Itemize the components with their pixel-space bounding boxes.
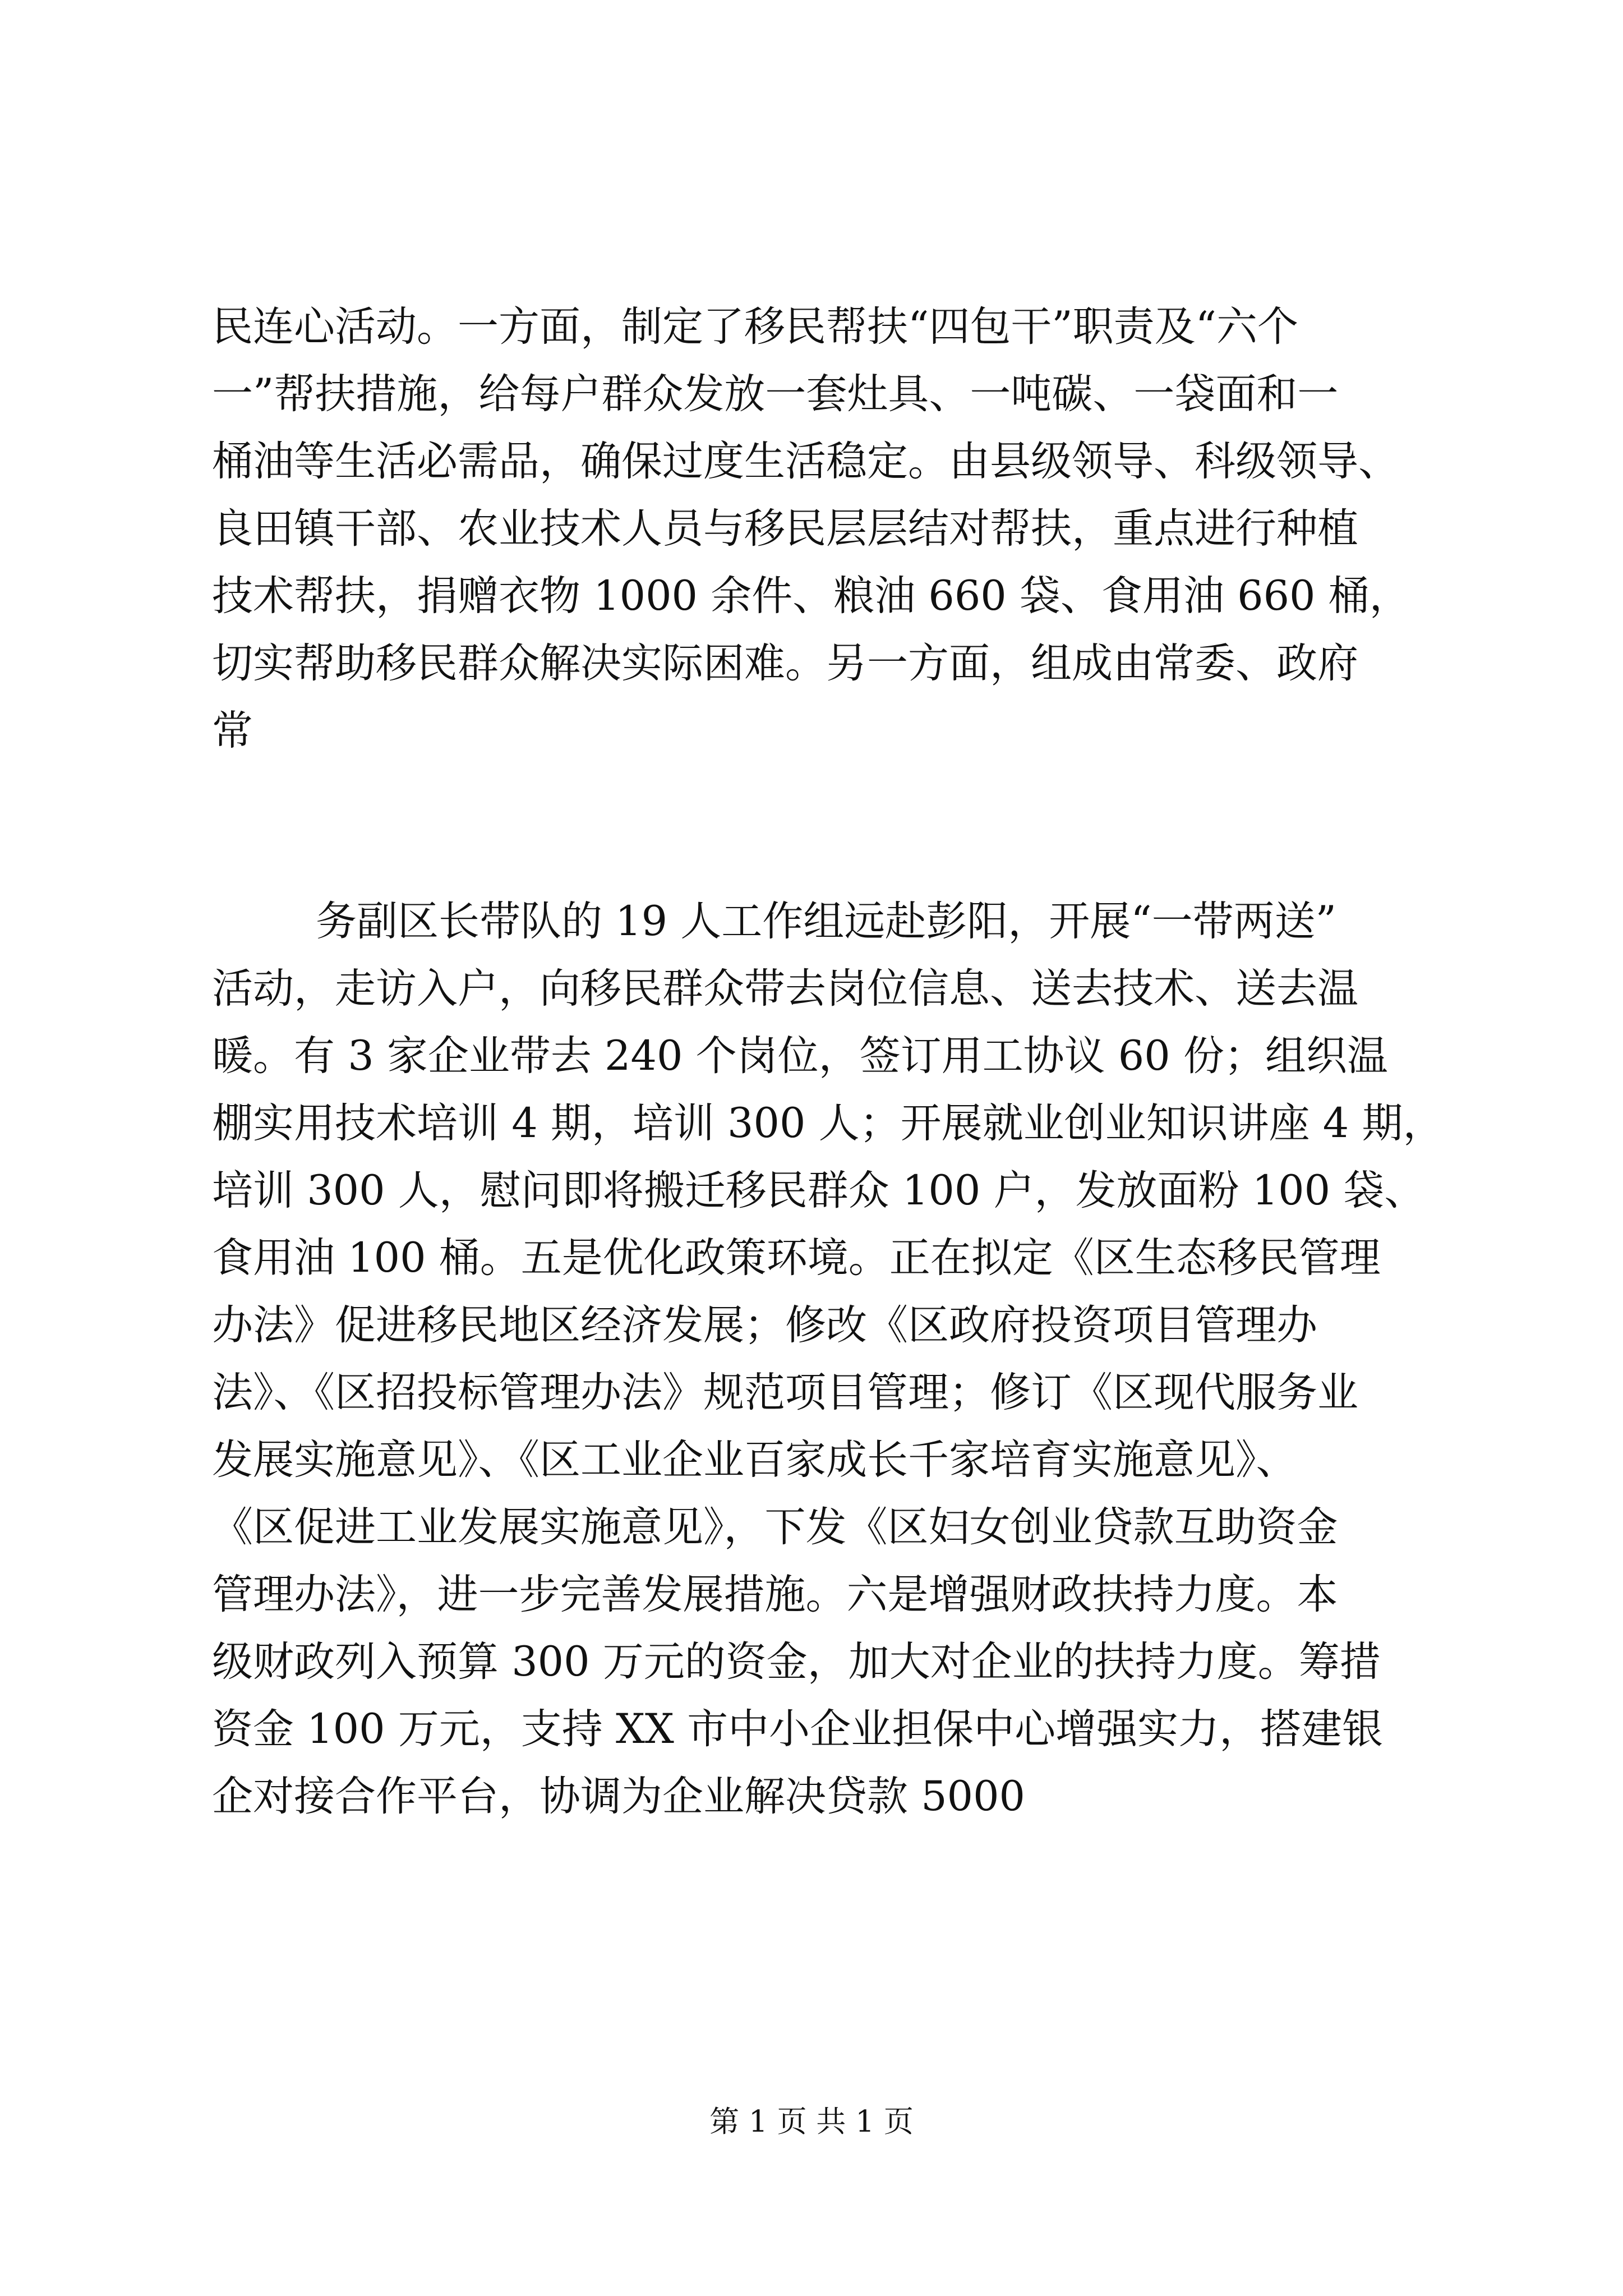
- paragraph-line: 桶油等生活必需品，确保过度生活稳定。由县级领导、科级领导、: [212, 438, 1399, 485]
- paragraph-line: 发展实施意见》、《区工业企业百家成长千家培育实施意见》、: [212, 1436, 1297, 1484]
- paragraph-line: 常: [212, 707, 253, 754]
- paragraph-line: 切实帮助移民群众解决实际困难。另一方面，组成由常委、政府: [212, 639, 1358, 687]
- paragraph-line: 法》、《区招投标管理办法》规范项目管理；修订《区现代服务业: [212, 1369, 1358, 1416]
- paragraph-2: [212, 888, 1444, 1830]
- paragraph-line: 技术帮扶，捐赠衣物 1000 余件、粮油 660 袋、食用油 660 桶，: [212, 572, 1410, 620]
- paragraph-line: 企对接合作平台，协调为企业解决贷款 5000: [212, 1773, 1025, 1820]
- paragraph-line: 《区促进工业发展实施意见》，下发《区妇女创业贷款互助资金: [212, 1503, 1338, 1551]
- paragraph-line: 活动，走访入户，向移民群众带去岗位信息、送去技术、送去温: [212, 965, 1358, 1013]
- paragraph-line: 食用油 100 桶。五是优化政策环境。正在拟定《区生态移民管理: [212, 1234, 1381, 1282]
- paragraph-line: 办法》促进移民地区经济发展；修改《区政府投资项目管理办: [212, 1301, 1317, 1349]
- paragraph-line: 一”帮扶措施，给每户群众发放一套灶具、一吨碳、一袋面和一: [212, 370, 1339, 418]
- paragraph-line: 民连心活动。一方面，制定了移民帮扶“四包干”职责及“六个: [212, 303, 1298, 351]
- paragraph-line: 培训 300 人，慰问即将搬迁移民群众 100 户，发放面粉 100 袋、: [212, 1167, 1426, 1214]
- paragraph-line: 暖。有 3 家企业带去 240 个岗位，签订用工协议 60 份；组织温: [212, 1032, 1388, 1080]
- paragraph-1: [212, 293, 1429, 765]
- paragraph-line: 务副区长带队的 19 人工作组远赴彭阳，开展“一带两送”: [316, 898, 1336, 945]
- paragraph-line: 级财政列入预算 300 万元的资金，加大对企业的扶持力度。筹措: [212, 1638, 1381, 1686]
- paragraph-line: 良田镇干部、农业技术人员与移民层层结对帮扶，重点进行种植: [212, 505, 1358, 553]
- paragraph-line: 棚实用技术培训 4 期，培训 300 人；开展就业创业知识讲座 4 期，: [212, 1099, 1444, 1147]
- paragraph-line: 资金 100 万元，支持 XX 市中小企业担保中心增强实力，搭建银: [212, 1705, 1384, 1753]
- paragraph-line: 管理办法》，进一步完善发展措施。六是增强财政扶持力度。本: [212, 1571, 1338, 1618]
- page-footer: 第 1 页 共 1 页: [709, 2105, 914, 2139]
